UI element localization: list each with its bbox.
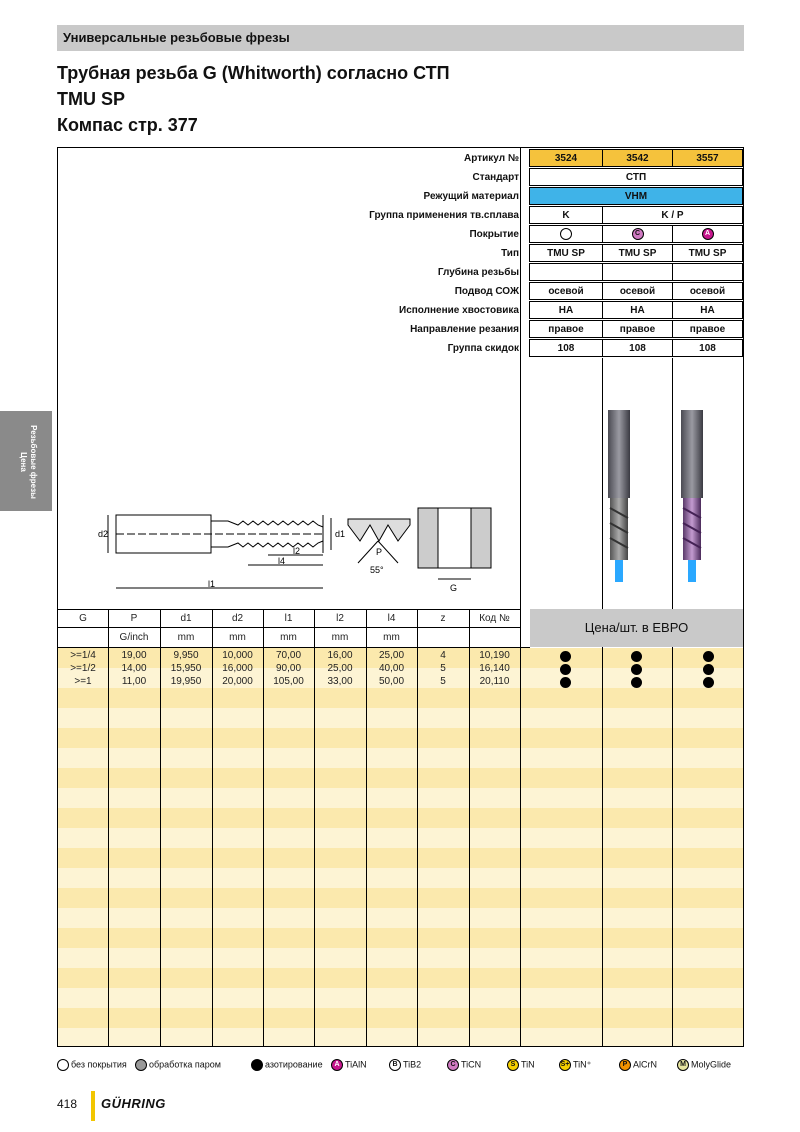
legend-item (331, 1059, 367, 1071)
availability-dot[interactable] (703, 664, 714, 675)
coating-legend-icon: M (677, 1059, 689, 1071)
legend-label: TiN (521, 1059, 535, 1070)
thread-depth-value (602, 263, 673, 281)
code-cell[interactable]: 16,140 (479, 663, 510, 674)
coating-legend-icon: S (507, 1059, 519, 1071)
column-header: l2 (336, 613, 344, 624)
attribute-label: Тип (501, 248, 519, 259)
table-cell: 10,000 (222, 650, 253, 661)
table-cell: 90,00 (275, 663, 302, 674)
side-tab-label: Резьбовые фрезы Цена (19, 425, 38, 499)
attribute-label: Направление резания (410, 324, 519, 335)
legend-label: TiAlN (345, 1059, 367, 1070)
code-cell[interactable]: 20,110 (479, 676, 510, 687)
drawing-label-g: G (450, 583, 458, 593)
material-value: VHM (529, 187, 743, 205)
legend-item (507, 1059, 535, 1071)
legend-item (251, 1059, 323, 1071)
attribute-label: Группа применения тв.сплава (369, 210, 519, 221)
column-unit: G/inch (119, 632, 149, 643)
drawing-label-angle: 55° (370, 565, 384, 575)
table-cell: 25,00 (327, 663, 353, 674)
attribute-label: Покрытие (469, 229, 519, 240)
carbide-group-kp: K / P (602, 206, 743, 224)
coolant-value: осевой (529, 282, 603, 300)
column-divider (520, 148, 521, 1046)
tialn-coating-icon: A (702, 228, 714, 240)
table-cell: 25,00 (378, 650, 405, 661)
page-title-line-2: TMU SP (57, 89, 126, 109)
carbide-group-k: K (529, 206, 603, 224)
legend-item (57, 1059, 127, 1071)
table-cell: 5 (440, 676, 446, 687)
coating-cell-1 (529, 225, 603, 243)
drawing-label-l1: l1 (208, 579, 216, 589)
attribute-label: Артикул № (464, 153, 519, 164)
coating-legend-icon (251, 1059, 263, 1071)
drawing-label-p: P (376, 547, 383, 557)
attribute-label: Глубина резьбы (437, 267, 519, 278)
table-cell: 20,000 (222, 676, 253, 687)
availability-dot[interactable] (560, 664, 571, 675)
section-header-bar (57, 25, 744, 51)
availability-dot[interactable] (631, 651, 642, 662)
uncoated-icon (560, 228, 572, 240)
legend-label: без покрытия (71, 1059, 127, 1070)
attribute-label: Подвод СОЖ (454, 286, 519, 297)
coolant-value: осевой (602, 282, 673, 300)
availability-dot[interactable] (560, 651, 571, 662)
article-3542[interactable]: 3542 (602, 149, 673, 167)
legend-item (677, 1059, 731, 1071)
coating-legend-icon (135, 1059, 147, 1071)
table-cell: 33,00 (327, 676, 353, 687)
thread-depth-value (529, 263, 603, 281)
discount-group-value: 108 (672, 339, 743, 357)
drawing-label-l2: l2 (293, 546, 301, 556)
coolant-value: осевой (672, 282, 743, 300)
availability-dot[interactable] (560, 677, 571, 688)
shank-value: HA (529, 301, 603, 319)
row-divider (58, 647, 530, 648)
column-header: l1 (284, 613, 293, 624)
code-cell[interactable]: 10,190 (479, 650, 510, 661)
legend-label: MolyGlide (691, 1059, 732, 1070)
coating-cell-3 (672, 225, 743, 243)
table-cell: 9,950 (173, 650, 199, 661)
shank-value: HA (602, 301, 673, 319)
footer-accent-bar (91, 1091, 95, 1121)
table-cell: 16,00 (327, 650, 353, 661)
direction-value: правое (672, 320, 743, 338)
row-divider (58, 627, 520, 628)
standard-value: СТП (529, 168, 743, 186)
legend-label: TiN⁺ (573, 1059, 592, 1070)
coating-cell-2 (602, 225, 673, 243)
coating-legend-icon: P (619, 1059, 631, 1071)
coating-legend (57, 1057, 744, 1075)
side-tab[interactable] (0, 411, 52, 511)
section-title: Универсальные резьбовые фрезы (63, 30, 290, 45)
table-cell: 105,00 (273, 676, 304, 687)
column-divider (212, 609, 213, 1046)
table-cell: 15,950 (170, 663, 202, 674)
article-3524[interactable]: 3524 (529, 149, 603, 167)
coating-legend-icon: B (389, 1059, 401, 1071)
table-cell: >=1/2 (70, 663, 96, 674)
legend-label: обработка паром (149, 1059, 221, 1070)
coating-legend-icon: A (331, 1059, 343, 1071)
table-cell: 50,00 (378, 676, 405, 687)
page-title-line-3: Компас стр. 377 (57, 115, 198, 135)
drawing-label-d2: d2 (98, 529, 109, 539)
type-value: TMU SP (672, 244, 743, 262)
column-unit: mm (383, 632, 400, 643)
thread-profile-icon (348, 519, 410, 541)
column-header: d1 (180, 613, 192, 624)
price-header: Цена/шт. в ЕВРО (530, 609, 743, 647)
table-cell: 19,00 (121, 650, 147, 661)
attribute-label: Режущий материал (423, 191, 519, 202)
column-divider (469, 609, 470, 1046)
legend-item (135, 1059, 221, 1071)
legend-item (559, 1059, 591, 1071)
column-unit: mm (280, 632, 297, 643)
thread-depth-value (672, 263, 743, 281)
legend-label: TiCN (461, 1059, 482, 1070)
availability-dot[interactable] (631, 677, 642, 688)
table-cell: 11,00 (121, 676, 147, 687)
table-cell: >=1/4 (70, 650, 96, 661)
column-divider (366, 609, 367, 1046)
article-3557[interactable]: 3557 (672, 149, 743, 167)
discount-group-value: 108 (529, 339, 603, 357)
shank-value: HA (672, 301, 743, 319)
column-header: l4 (387, 613, 396, 624)
column-divider (672, 358, 673, 1046)
coating-legend-icon (57, 1059, 69, 1071)
legend-label: AlCrN (633, 1059, 657, 1070)
column-divider (160, 609, 161, 1046)
table-cell: 40,00 (378, 663, 405, 674)
availability-dot[interactable] (703, 651, 714, 662)
column-divider (108, 609, 109, 1046)
table-cell: 4 (440, 650, 446, 661)
legend-label: TiB2 (403, 1059, 422, 1070)
product-table (57, 147, 744, 1047)
column-divider (314, 609, 315, 1046)
column-header: Код № (479, 613, 510, 624)
attribute-label: Группа скидок (447, 343, 519, 354)
column-divider (417, 609, 418, 1046)
page-title-line-1: Трубная резьба G (Whitworth) согласно СТП (57, 63, 450, 83)
table-cell: 16,000 (222, 663, 253, 674)
drawing-label-l4: l4 (278, 556, 286, 566)
column-header: G (79, 613, 87, 624)
column-header: z (440, 613, 446, 624)
availability-dot[interactable] (631, 664, 642, 675)
tool-images (530, 358, 743, 608)
direction-value: правое (529, 320, 603, 338)
tool-3542-image (681, 410, 703, 582)
availability-dot[interactable] (703, 677, 714, 688)
tool-technical-drawing (98, 503, 528, 603)
discount-group-value: 108 (602, 339, 673, 357)
direction-value: правое (602, 320, 673, 338)
coating-legend-icon: S+ (559, 1059, 571, 1071)
column-unit: mm (177, 632, 195, 643)
legend-item (389, 1059, 421, 1071)
attribute-label: Исполнение хвостовика (399, 305, 519, 316)
legend-item (619, 1059, 657, 1071)
attribute-label: Стандарт (472, 172, 519, 183)
table-cell: 70,00 (275, 650, 302, 661)
page-number: 418 (57, 1097, 78, 1111)
table-cell: 5 (440, 663, 446, 674)
drawing-label-d1: d1 (335, 529, 346, 539)
type-value: TMU SP (529, 244, 603, 262)
table-cell: 19,950 (170, 676, 202, 687)
legend-label: азотирование (265, 1059, 323, 1070)
legend-item (447, 1059, 481, 1071)
ticn-coating-icon: C (632, 228, 644, 240)
table-cell: >=1 (74, 676, 92, 687)
row-divider (58, 609, 520, 610)
column-unit: mm (331, 632, 349, 643)
brand-logo: GÜHRING (101, 1096, 166, 1111)
table-cell: 14,00 (121, 663, 147, 674)
column-divider (602, 358, 603, 1046)
column-header: P (130, 613, 138, 624)
tool-3524-image (608, 410, 630, 582)
column-header: d2 (231, 613, 244, 624)
column-divider (263, 609, 264, 1046)
type-value: TMU SP (602, 244, 673, 262)
column-unit: mm (229, 632, 246, 643)
coating-legend-icon: C (447, 1059, 459, 1071)
